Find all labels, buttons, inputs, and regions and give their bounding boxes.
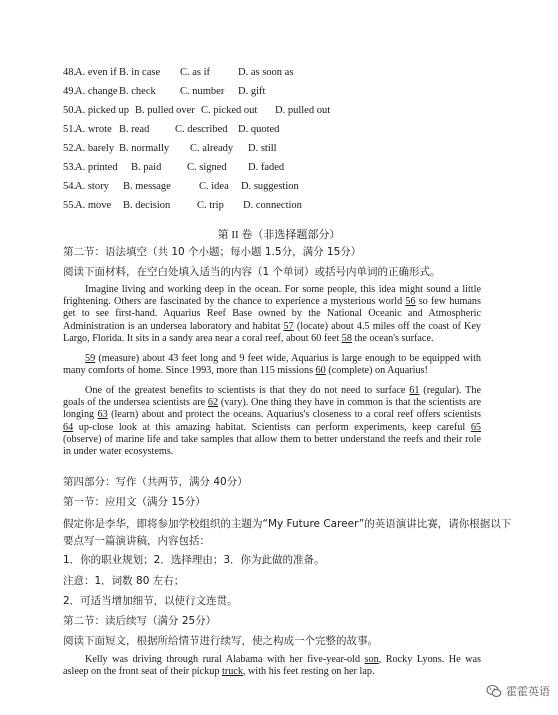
question-number: 51. (63, 124, 77, 135)
blank-61: 61 (409, 385, 420, 396)
question-number: 50. (63, 105, 77, 116)
word-son: son (364, 654, 379, 665)
option-a: A. picked up (75, 105, 129, 116)
blank-56: 56 (405, 296, 416, 308)
option-c: C. described (175, 124, 228, 135)
blank-63: 63 (97, 409, 108, 421)
blank-62: 62 (207, 397, 219, 409)
option-a: A. printed (75, 162, 118, 173)
part2-title: 第 II 卷（非选择题部分） (217, 229, 341, 241)
question-number: 54. (63, 181, 77, 192)
option-c: C. signed (187, 162, 227, 173)
wechat-icon (486, 683, 502, 699)
option-a: A. wrote (75, 124, 112, 135)
option-a: A. change (75, 86, 118, 97)
option-b: B. decision (123, 200, 171, 211)
question-number: 52. (63, 143, 77, 154)
passage-paragraph-3: One of the greatest benefits to scientists is that they do not need to surface 61 (regular). The goals of the undersea scientists are 62 (vary). One thing they have in common is that the scientists are longing 63 (learn) about and protect the oceans. Aquarius's closeness to a coral reef offers scientists 64 up-close look at this amazing habitat. Scientists can perform experiments, keep careful 65 (observe) of marine life and take samples that allow them to better understand the reefs and their role in under water ecosystems. (63, 385, 481, 458)
question-number: 48. (63, 67, 77, 78)
question-number: 53. (63, 162, 77, 173)
section1-prompt-line2: 要点写一篇演讲稿，内容包括： (63, 535, 210, 547)
question-number: 49. (63, 86, 77, 97)
option-b: B. normally (119, 143, 170, 154)
story-paragraph: Kelly was driving through rural Alabama with her five-year-old son, Rocky Lyons. He was asleep on the front seat of their pickup truck, with his feet resting on her lap. (63, 654, 481, 678)
section1-prompt-line1: 假定你是李华，即将参加学校组织的主题为“My Future Career”的英语演讲比赛，请你根据以下 (63, 518, 512, 530)
option-a: A. story (75, 181, 109, 192)
section2-heading: 第二节：语法填空（共 10 个小题；每小题 1.5分，满分 15分） (63, 246, 362, 258)
option-b: B. in case (119, 67, 161, 78)
option-a: A. barely (75, 143, 115, 154)
option-c: C. picked out (201, 105, 258, 116)
section2-writing-instruction: 阅读下面短文，根据所给情节进行续写，使之构成一个完整的故事。 (63, 635, 378, 647)
option-b: B. paid (131, 162, 162, 173)
watermark (486, 683, 550, 699)
section1-heading: 第一节：应用文（满分 15分） (63, 496, 206, 508)
blank-60: 60 (315, 365, 326, 377)
option-c: C. already (190, 143, 234, 154)
passage-paragraph-2: 59 (measure) about 43 feet long and 9 feet wide, Aquarius is large enough to be equipped with many comforts of home. Since 1993, more than 115 missions 60 (complete) on Aquarius! (63, 353, 481, 377)
word-truck: truck (222, 666, 243, 678)
option-d: D. quoted (238, 124, 280, 135)
blank-59: 59 (85, 353, 96, 364)
blank-64: 64 (63, 421, 74, 433)
option-a: A. even if (75, 67, 117, 78)
option-b: B. pulled over (135, 105, 195, 116)
question-number: 55. (63, 200, 77, 211)
section2-instruction: 阅读下面材料，在空白处填入适当的内容（1 个单词）或括号内单词的正确形式。 (63, 266, 441, 278)
option-c: C. trip (197, 200, 224, 211)
blank-58: 58 (341, 332, 352, 344)
blank-57: 57 (283, 320, 294, 332)
option-d: D. still (248, 143, 277, 154)
option-c: C. as if (180, 67, 211, 78)
option-d: D. suggestion (241, 181, 299, 192)
note-line2: 2．可适当增加细节，以使行文连贯。 (63, 595, 238, 607)
option-d: D. gift (238, 86, 266, 97)
blank-65: 65 (470, 421, 481, 433)
option-d: D. connection (243, 200, 302, 211)
passage-paragraph-1: Imagine living and working deep in the ocean. For some people, this idea might sound a little frightening. Others are fascinated by the chance to experience a mysterious world 56 so few humans get to see first-hand. Aquarius Reef Base owned by the National Oceanic and Atmospheric Administration is an undersea laboratory and habitat 57 (locate) about 4.5 miles off the coast of Key Largo, Florida. It sits in a sandy area near a coral reef, about 60 feet 58 the ocean's surface. (63, 284, 481, 344)
section1-points: 1．你的职业规划；2．选择理由；3．你为此做的准备。 (63, 554, 325, 566)
option-a: A. move (75, 200, 112, 211)
note-line1: 注意：1．词数 80 左右； (63, 575, 185, 587)
option-d: D. as soon as (238, 67, 294, 78)
option-b: B. read (119, 124, 150, 135)
part4-heading: 第四部分：写作（共两节，满分 40分） (63, 476, 248, 488)
option-d: D. pulled out (275, 105, 331, 116)
option-b: B. check (119, 86, 156, 97)
option-b: B. message (123, 181, 171, 192)
option-c: C. idea (199, 181, 229, 192)
option-c: C. number (180, 86, 225, 97)
section2-writing-heading: 第二节：读后续写（满分 25分） (63, 615, 217, 627)
option-d: D. faded (248, 162, 285, 173)
watermark-text: 霍霍英语 (506, 685, 550, 698)
